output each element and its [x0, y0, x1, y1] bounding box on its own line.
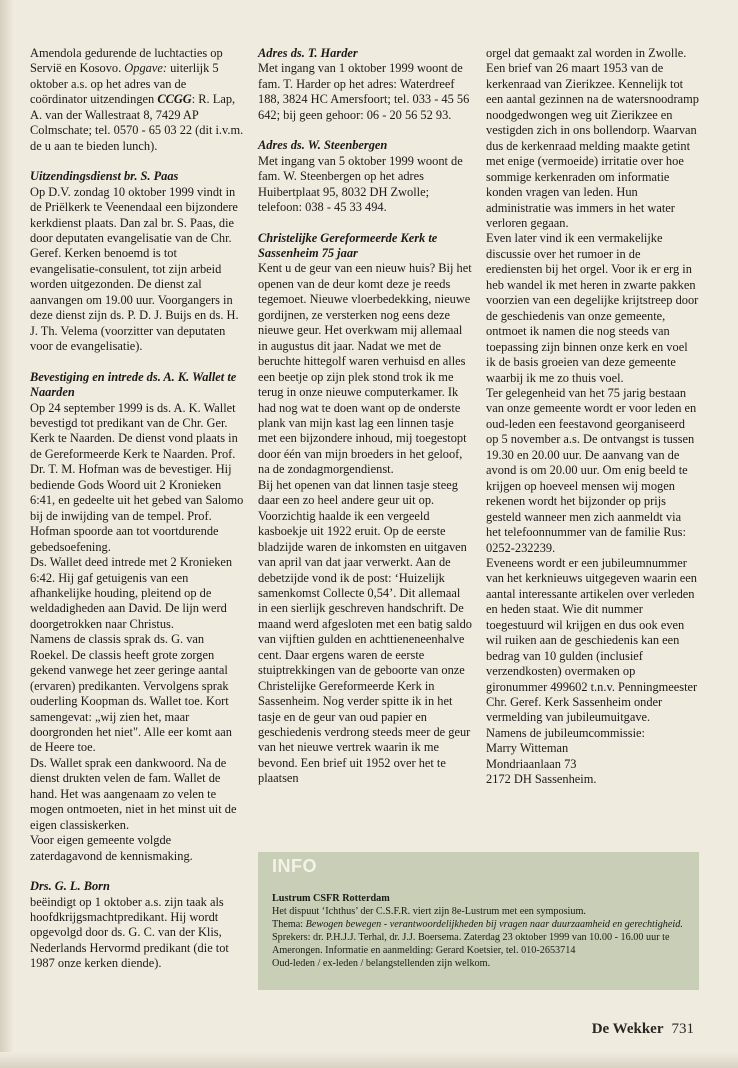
col3-p5: Eveneens wordt er een jubileumnummer van het kerknieuws uitgegeven waarin een aantal interessante artikelen over verleden en heden staat. Wie dit nummer toegestuurd wil krijgen en dus ook even wil ruiken aan de geschiedenis kan een bedrag van 10 gulden (inclusief verzendkosten) overmaken op gironummer 499602 t.n.v. Penningmeester Chr. Geref. Kerk Sassenheim onder vermelding van jubileumuitgave. [486, 555, 698, 725]
born-text: beëindigt op 1 oktober a.s. zijn taak als hoofdkrijgsmachtpredikant. Hij wordt opgevolgd door ds. G. C. van der Klis, Nederlands Hervormd predikant (die tot 1987 onze kerken diende). [30, 894, 229, 971]
col3-p2: Een brief van 26 maart 1953 van de kerkenraad van Zierikzee. Kennelijk tot een aantal gezinnen na de watersnoodramp noodgedwongen weg uit Zierikzee en vestigden zich in ons bollendorp. Waarvan dus de kerkenraad melding maakte getint met enige (vermoeide) irritatie over hoe sommige kerkenraden om informatie konden vragen van leden. Hun administratie was immers in het water verloren gegaan. [486, 61, 699, 230]
wallet-p4: Ds. Wallet sprak een dankwoord. Na de dienst drukten velen de fam. Wallet de hand. Het was aangenaam zo velen te mogen ontmoeten, niet in het minst uit de eigen classiskerken. [30, 755, 237, 832]
sassenheim-heading: Christelijke Gereformeerde Kerk te Sassenheim 75 jaar [258, 230, 438, 260]
page-bottom-shadow [0, 1052, 738, 1068]
col3-p1: orgel dat gemaakt zal worden in Zwolle. [486, 46, 687, 60]
sassenheim-p1: Kent u de geur van een nieuw huis? Bij het openen van de deur komt deze je reeds tegemoet. Nieuwe vloerbedekking, nieuwe gordijnen, ze versterken nog eens deze nieuwe geur. Het overkwam mij allemaal in augustus dit jaar. Nadat we met de beruchte hittegolf waren verhuisd en alles een beetje op zijn plek stond trok ik me terug in onze nieuwe computerkamer. Ik had nog wat te doen want op de onderste plank van mijn kast lag een linnen tasje met een bijzondere inhoud, mij toegestopt door één van mijn broeders in het geloof, na de zondagmorgendienst. [258, 261, 472, 477]
wallet-p1: Op 24 september 1999 is ds. A. K. Wallet bevestigd tot predikant van de Chr. Ger. Kerk te Naarden. De dienst vond plaats in de Gereformeerde Kerk te Naarden. Prof. Dr. T. M. Hofman was de bevestiger. Hij bediende Gods Woord uit 2 Kronieken 6:41, en gedeelte uit het gebed van Salomo bij de inwijding van de tempel. Prof. Hofman spoorde aan tot voortdurende gebedsoefening. [30, 400, 244, 554]
magazine-name: De Wekker [591, 1021, 664, 1037]
wallet-p3: Namens de classis sprak ds. G. van Roekel. De classis heeft grote zorgen gekend vanwege het zeer geringe aantal (ervaren) predikanten. Vervolgens sprak ouderling Koopman ds. Wallet toe. Kort samengevat: „wij zien het, maar doorgronden het niet". Alle eer komt aan de Heere toe. [30, 632, 232, 755]
info-line-last: Oud-leden / ex-leden / belangstellenden zijn welkom. [272, 958, 491, 969]
harder-text: Met ingang van 1 oktober 1999 woont de fam. T. Harder op het adres: Waterdreef 188, 3824 HC Amersfoort; tel. 033 - 45 56 642; bij geen gehoor: 06 - 20 56 52 93. [258, 61, 470, 122]
col3-p3: Even later vind ik een vermakelijke discussie over het rumoer in de erediensten bij het orgel. Voor ik er erg in heb wandel ik met heren in zwarte pakken voorzien van een degelijke krijtstreep door de geschiedenis van onze gemeente, ontmoet ik namen die nog steeds van toepassing zijn binnen onze kerk en voel ik de basis groeien van deze gemeente waarbij ik me zo thuis voel. [486, 231, 699, 385]
wallet-heading: Bevestiging en intrede ds. A. K. Wallet te Naarden [30, 369, 237, 400]
born-heading: Drs. G. L. Born [30, 879, 110, 894]
steenbergen-text: Met ingang van 5 oktober 1999 woont de fam. W. Steenbergen op het adres Huibertplaat 95, 8032 DH Zwolle; telefoon: 038 - 45 33 494. [258, 153, 463, 215]
wallet-p2: Ds. Wallet deed intrede met 2 Kronieken 6:42. Hij gaf getuigenis van een afhankelijke houding, pleitend op de weldadigheden aan David. De lijn werd doorgetrokken naar Christus. [30, 555, 233, 631]
wallet-p5: Voor eigen gemeente volgde zaterdagavond de kennismaking. [30, 833, 193, 863]
steenbergen-heading: Adres ds. W. Steenbergen [258, 138, 388, 153]
page-number: 731 [671, 1021, 694, 1037]
paas-heading: Uitzendingsdienst br. S. Paas [30, 169, 179, 184]
signature-street: Mondriaanlaan 73 [486, 756, 577, 771]
col3-p4: Ter gelegenheid van het 75 jarig bestaan van onze gemeente wordt er voor leden en oud-leden een feestavond georganiseerd op 5 november a.s. De ontvangst is tussen 19.30 en 20.00 uur. De aanvang van de avond is om 20.00 uur. Om enig beeld te krijgen op hoeveel mensen wij mogen rekenen wordt het bijzonder op prijs gesteld wanneer men zich aanmeldt via het telefoonnummer van de familie Rus: 0252-232239. [486, 385, 697, 555]
intro-paragraph: Amendola gedurende de luchtacties op Servië en Kosovo. Opgave: uiterlijk 5 oktober a.s. op het adres van de coördinator uitzendingen CCGG: R. Lap, A. van der Wallestraat 8, 7429 AP Colmschate; tel. 0570 - 65 03 22 (dit i.v.m. de u aan te bieden lunch). [30, 46, 244, 153]
opgave-label: Opgave: [124, 61, 167, 76]
harder-heading: Adres ds. T. Harder [258, 46, 358, 60]
ccgg-label: CCGG [157, 92, 192, 107]
info-headline: Lustrum CSFR Rotterdam [272, 893, 390, 904]
info-box [258, 852, 699, 990]
sassenheim-p2: Bij het openen van dat linnen tasje steeg daar een zo heel andere geur uit op. [258, 477, 458, 508]
column-left [30, 46, 245, 972]
page-edge-shadow [0, 0, 14, 1068]
info-thema: Thema: Bewogen bewegen - verantwoordelijkheden bij vragen naar duurzaamheid en gerechtigheid. Sprekers: dr. P.H.J.J. Terhal, dr. J.J. Boersema. Zaterdag 23 oktober 1999 van 10.00 - 16.00 uur te Amerongen. Informatie en aanmelding: Gerard Koetsier, tel. 010-2653714 [272, 919, 683, 956]
page-footer [592, 1021, 694, 1038]
signature-city: 2172 DH Sassenheim. [486, 772, 597, 787]
column-right [486, 46, 699, 788]
info-body [272, 892, 692, 970]
column-middle [258, 46, 473, 787]
signature-committee: Namens de jubileumcommissie: [486, 725, 645, 740]
paas-text: Op D.V. zondag 10 oktober 1999 vindt in de Priëlkerk te Veenendaal een bijzondere kerkdienst plaats. Dan zal br. S. Paas, die door deputaten evangelisatie van de Chr. Geref. Kerken benoemd is tot evangelisatie-consulent, tot zijn arbeid worden uitgezonden. De dienst zal aanvangen om 19.00 uur. Voorgangers in deze dienst zijn ds. P. D. J. Buijs en ds. H. J. Th. Velema (voorzitter van deputaten voor de evangelisatie). [30, 184, 239, 354]
info-line1: Het dispuut ‘Ichthus’ der C.S.F.R. viert zijn 8e-Lustrum met een symposium. [272, 906, 586, 917]
signature-name: Marry Witteman [486, 741, 569, 756]
info-title: INFO [272, 856, 317, 876]
sassenheim-p3: Voorzichtig haalde ik een vergeeld kasboekje uit 1922 eruit. Op de eerste bladzijde waren de inkomsten en uitgaven van april van dat jaar verwerkt. Aan de debetzijde vond ik de post: ‘Huizelijk samenkomst Collecte 0,54’. Dit allemaal in een sierlijk geschreven handschrift. De maand werd afgesloten met een batig saldo van vijftien gulden en achttieneneenhalve cent. Daar ergens waren de eerste stuiptrekkingen van de geboorte van onze Christelijke Gereformeerde Kerk in Sassenheim. Nog verder spitte ik in het tasje en de geur van oud papier en geschiedenis verdrong steeds meer de geur van het nieuwe vertrek waarin ik me bevond. Een brief uit 1952 over het te plaatsen [258, 508, 473, 786]
